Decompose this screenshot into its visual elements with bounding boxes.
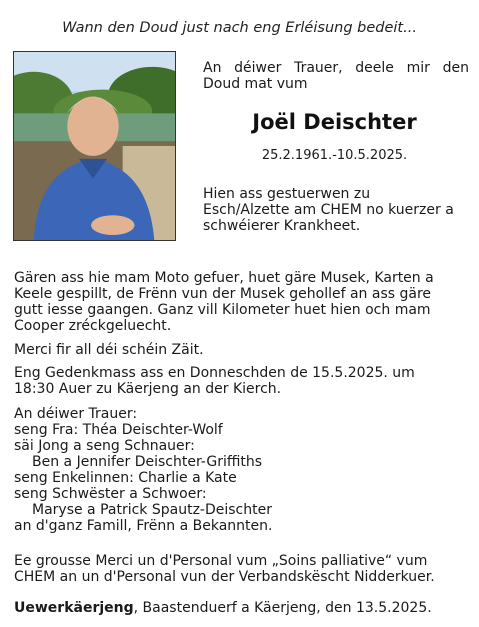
mourner-line: an d'ganz Famill, Frënn a Bekannten. (14, 518, 273, 534)
life-dates: 25.2.1961.-10.5.2025. (261, 148, 408, 163)
thanks-staff (14, 553, 469, 585)
mourner-line: Ben a Jennifer Deischter-Griffiths (32, 454, 263, 470)
death-line: Hien ass gestuerwen zu (203, 186, 371, 202)
bio-line: Gären ass hie mam Moto gefuer, huet gäre Musek, Karten a (14, 270, 434, 286)
memorial-line: Eng Gedenkmass ass en Donneschden de 15.5.2025. um (14, 365, 415, 381)
place-name: Uewerkäerjeng (14, 600, 134, 616)
place-date-rest: , Baastenduerf a Käerjeng, den 13.5.2025. (133, 600, 432, 616)
mourner-line: seng Fra: Théa Deischter-Wolf (14, 422, 223, 438)
deceased-name: Joël Deischter (252, 110, 417, 134)
place-date (14, 600, 469, 616)
bio-line: Keele gespillt, de Frënn vun der Musek gehollef an ass gäre (14, 286, 432, 302)
mourner-line: An déiwer Trauer: (14, 406, 138, 422)
mourners-list (14, 406, 469, 534)
mourner-line: Maryse a Patrick Spautz-Deischter (32, 502, 272, 518)
thanks-line: Ee grousse Merci un d'Personal vum „Soins palliative“ vum (14, 553, 428, 569)
bio-line: Cooper zréckgeluecht. (14, 318, 172, 334)
death-notice (203, 186, 469, 234)
death-line: Esch/Alzette am CHEM no kuerzer a (203, 202, 454, 218)
mourner-line: seng Schwëster a Schwoer: (14, 486, 207, 502)
mourner-line: säi Jong a seng Schnauer: (14, 438, 195, 454)
intro-text: An déiwer Trauer, deele mir den Doud mat vum (203, 60, 469, 92)
bio-line: gutt iesse gaangen. Ganz vill Kilometer huet hien och mam (14, 302, 431, 318)
portrait-photo (13, 51, 176, 241)
mourner-line: seng Enkelinnen: Charlie a Kate (14, 470, 237, 486)
thanks-line: CHEM an un d'Personal vun der Verbandskëscht Nidderkuer. (14, 569, 435, 585)
thanks-time: Merci fir all déi schéin Zäit. (14, 342, 204, 358)
biography (14, 270, 469, 334)
motto: Wann den Doud just nach eng Erléisung bedeit... (62, 20, 417, 36)
death-line: schwéierer Krankheet. (203, 218, 361, 234)
memorial-mass (14, 365, 469, 397)
memorial-line: 18:30 Auer zu Käerjeng an der Kierch. (14, 381, 282, 397)
